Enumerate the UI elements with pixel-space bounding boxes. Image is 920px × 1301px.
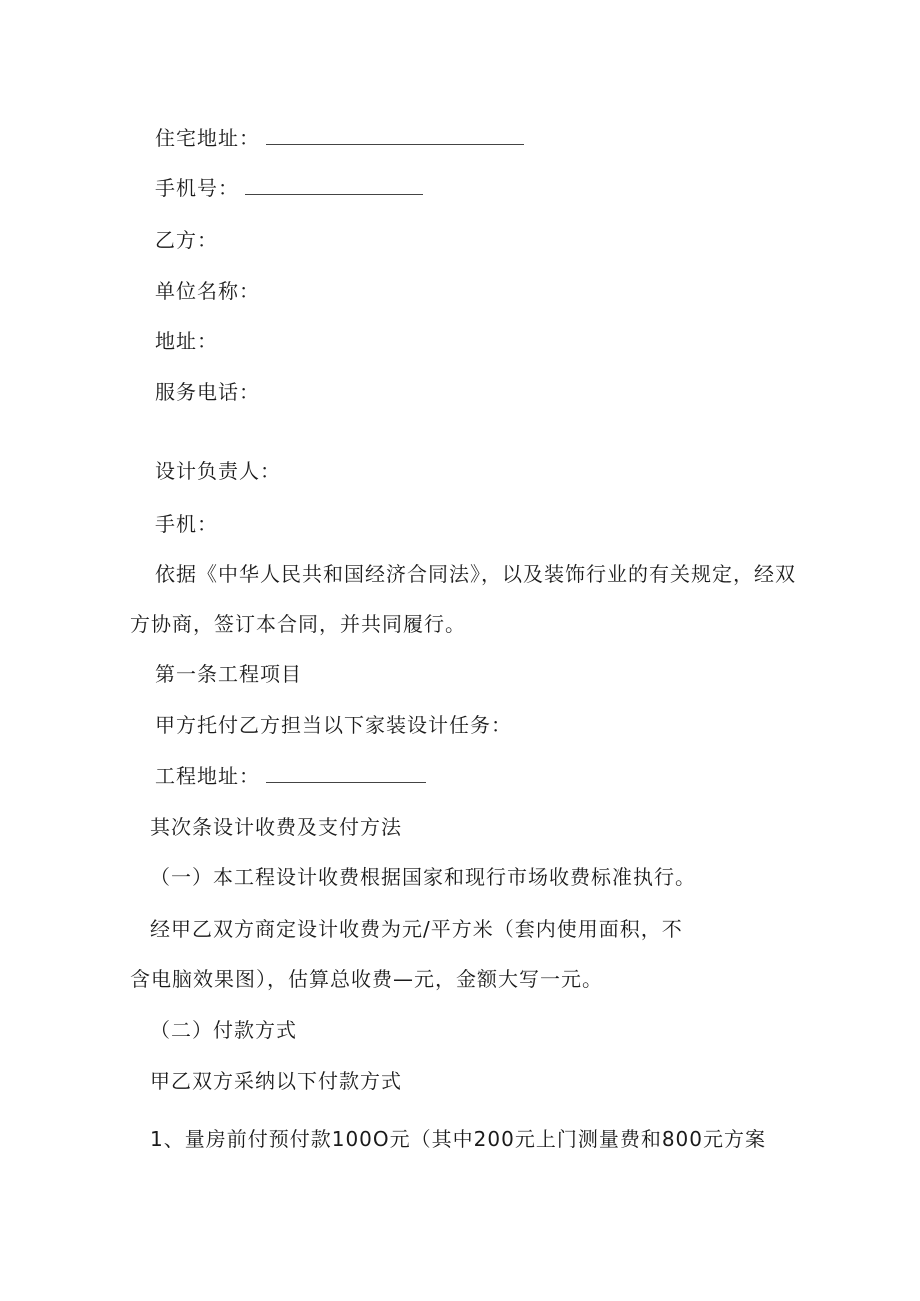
- service-phone-label: 服务电话：: [155, 380, 260, 404]
- address-label: 地址：: [155, 329, 218, 353]
- mobile-number-label: 手机号：: [155, 176, 239, 200]
- payment-item-1: 1、量房前付预付款100O元（其中200元上门测量费和800元方案: [150, 1127, 766, 1151]
- design-lead-label: 设计负责人：: [155, 459, 281, 483]
- article-1-text: 甲方托付乙方担当以下家装设计任务：: [155, 713, 512, 737]
- residence-address-blank[interactable]: [266, 126, 524, 145]
- article-2-heading: 其次条设计收费及支付方法: [150, 815, 402, 839]
- project-address-blank[interactable]: [266, 764, 426, 783]
- mobile-number-row: [155, 176, 423, 200]
- payment-method-heading: （二）付款方式: [150, 1018, 297, 1042]
- party-b-label: 乙方：: [155, 228, 218, 252]
- project-address-row: [155, 764, 426, 788]
- fee-agreement-line-1: 经甲乙双方商定设计收费为元/平方米（套内使用面积，不: [150, 917, 683, 941]
- article-1-heading: 第一条工程项目: [155, 662, 302, 686]
- preamble-line-1: 依据《中华人民共和国经济合同法》，以及装饰行业的有关规定，经双: [155, 562, 796, 586]
- fee-standard-clause: （一）本工程设计收费根据国家和现行市场收费标准执行。: [150, 865, 696, 889]
- mobile-number-blank[interactable]: [245, 176, 423, 195]
- residence-address-row: [155, 126, 524, 150]
- lead-mobile-label: 手机：: [155, 512, 218, 536]
- payment-method-intro: 甲乙双方采纳以下付款方式: [150, 1069, 402, 1093]
- residence-address-label: 住宅地址：: [155, 126, 260, 150]
- fee-agreement-line-2: 含电脑效果图），估算总收费—元，金额大写一元。: [130, 967, 603, 991]
- company-name-label: 单位名称：: [155, 279, 260, 303]
- preamble-line-2: 方协商，签订本合同，并共同履行。: [130, 612, 466, 636]
- project-address-label: 工程地址：: [155, 764, 260, 788]
